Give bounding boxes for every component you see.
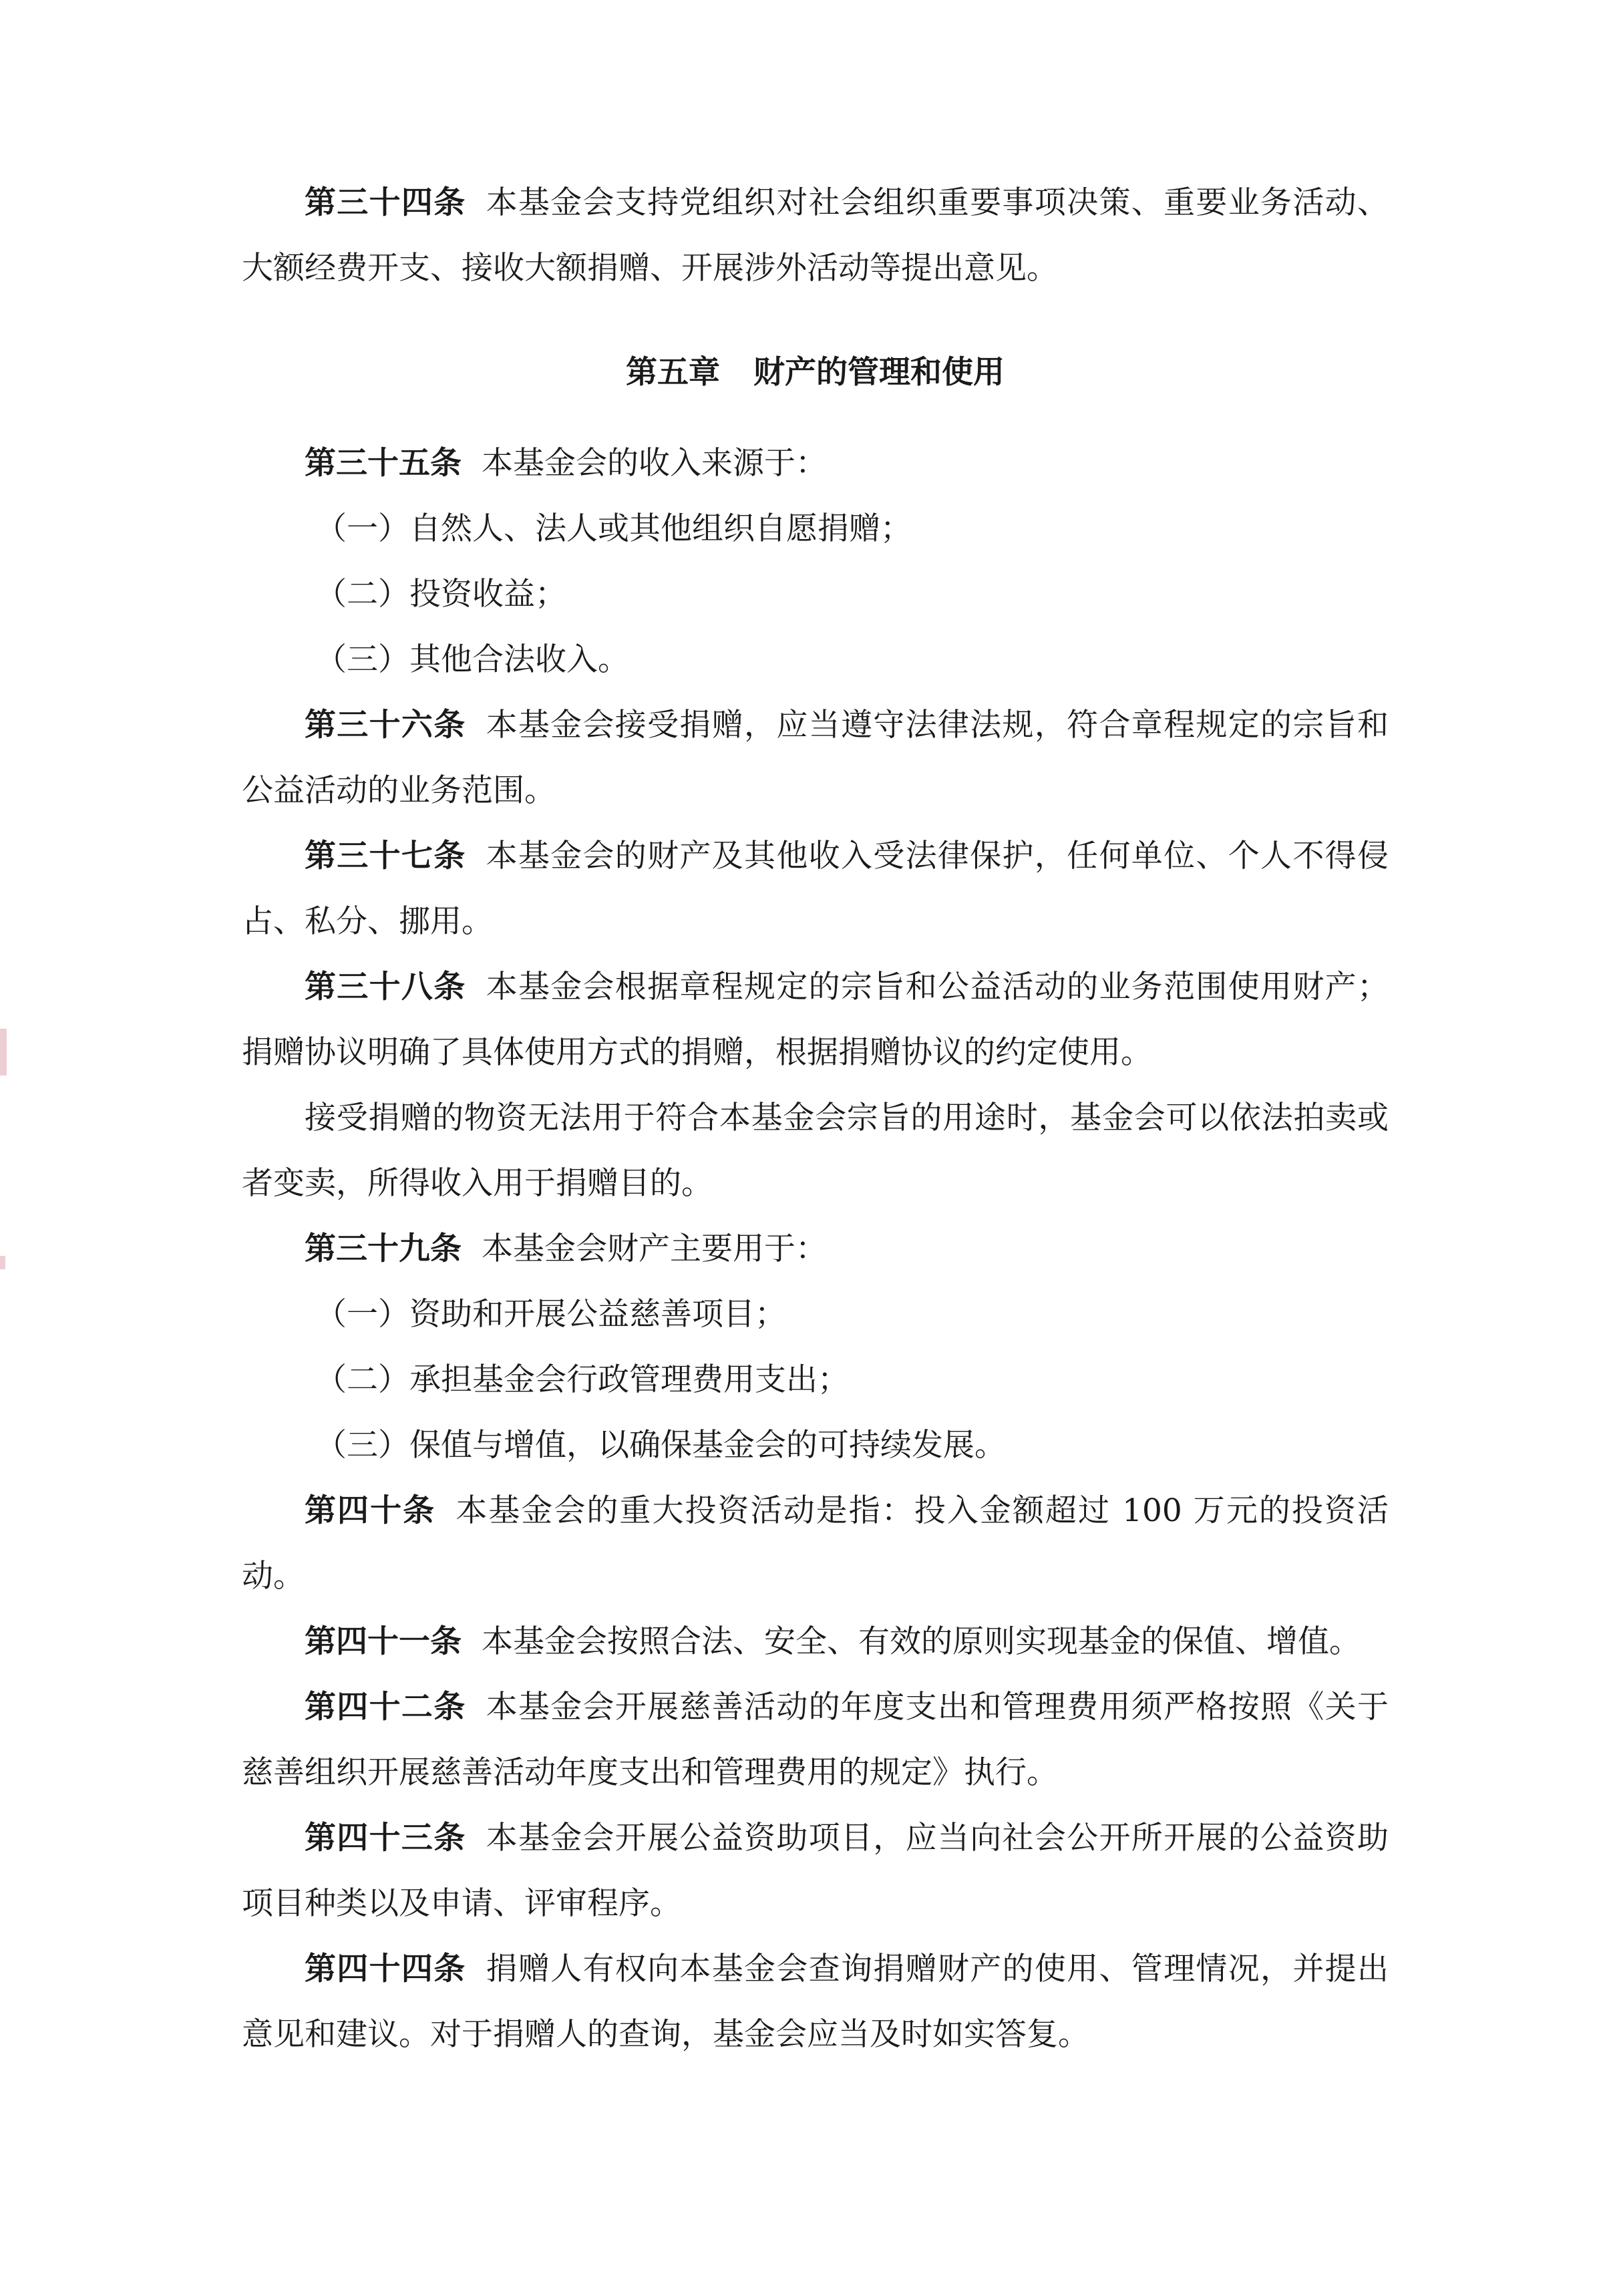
paragraph-text: 捐赠人有权向本基金会查询捐赠财产的使用、管理情况，并提出意见和建议。对于捐赠人的查询，基金会应当及时如实答复。 xyxy=(242,1951,1389,2053)
article-label: 第四十条 xyxy=(305,1492,436,1529)
list-item xyxy=(242,496,1389,562)
article-label: 第三十五条 xyxy=(305,445,462,482)
list-item xyxy=(242,562,1389,627)
article-label: 第三十七条 xyxy=(305,838,466,874)
article-label: 第三十八条 xyxy=(305,969,466,1005)
paragraph-text: （三）其他合法收入。 xyxy=(315,641,629,678)
article-label: 第四十三条 xyxy=(305,1820,466,1856)
article-label: 第四十二条 xyxy=(305,1689,466,1726)
scan-mark xyxy=(0,1029,7,1076)
list-item xyxy=(242,1413,1389,1478)
article-paragraph xyxy=(242,1609,1389,1675)
article-paragraph xyxy=(242,955,1389,1086)
paragraph-text: （一）自然人、法人或其他组织自愿捐赠； xyxy=(315,510,912,547)
paragraph xyxy=(242,1086,1389,1216)
paragraph-text: （一）资助和开展公益慈善项目； xyxy=(315,1296,786,1333)
chapter-title: 财产的管理和使用 xyxy=(753,354,1005,391)
paragraph-text: （三）保值与增值，以确保基金会的可持续发展。 xyxy=(315,1427,1006,1464)
list-item xyxy=(242,1282,1389,1347)
paragraph-text: 本基金会接受捐赠，应当遵守法律法规，符合章程规定的宗旨和公益活动的业务范围。 xyxy=(242,707,1389,809)
article-paragraph xyxy=(242,1216,1389,1282)
article-paragraph xyxy=(242,170,1389,301)
article-paragraph xyxy=(242,693,1389,824)
paragraph-text: 本基金会的收入来源于： xyxy=(482,445,827,482)
paragraph-text: 本基金会根据章程规定的宗旨和公益活动的业务范围使用财产；捐赠协议明确了具体使用方式的捐赠，根据捐赠协议的约定使用。 xyxy=(242,969,1389,1071)
article-label: 第三十四条 xyxy=(305,184,466,221)
scan-mark xyxy=(0,1256,5,1269)
article-paragraph xyxy=(242,824,1389,955)
article-paragraph xyxy=(242,1806,1389,1937)
document-body xyxy=(242,170,1389,2068)
article-paragraph xyxy=(242,431,1389,496)
article-paragraph xyxy=(242,1937,1389,2068)
paragraph-text: 本基金会财产主要用于： xyxy=(482,1231,827,1267)
paragraph-text: 本基金会的重大投资活动是指：投入金额超过 100 万元的投资活动。 xyxy=(242,1492,1389,1595)
paragraph-text: 本基金会按照合法、安全、有效的原则实现基金的保值、增值。 xyxy=(482,1623,1361,1660)
paragraph-text: 接受捐赠的物资无法用于符合本基金会宗旨的用途时，基金会可以依法拍卖或者变卖，所得收入用于捐赠目的。 xyxy=(242,1100,1389,1202)
paragraph-text: 本基金会开展慈善活动的年度支出和管理费用须严格按照《关于慈善组织开展慈善活动年度支出和管理费用的规定》执行。 xyxy=(242,1689,1389,1791)
paragraph-text: （二）投资收益； xyxy=(315,576,566,613)
chapter-number: 第五章 xyxy=(626,354,720,391)
article-label: 第四十四条 xyxy=(305,1951,466,1987)
article-label: 第三十六条 xyxy=(305,707,466,744)
paragraph-text: 本基金会的财产及其他收入受法律保护，任何单位、个人不得侵占、私分、挪用。 xyxy=(242,838,1389,940)
article-paragraph xyxy=(242,1675,1389,1806)
paragraph-text: 本基金会支持党组织对社会组织重要事项决策、重要业务活动、大额经费开支、接收大额捐赠、开展涉外活动等提出意见。 xyxy=(242,184,1389,287)
article-label: 第三十九条 xyxy=(305,1231,462,1267)
article-paragraph xyxy=(242,1478,1389,1609)
article-label: 第四十一条 xyxy=(305,1623,462,1660)
list-item xyxy=(242,627,1389,693)
list-item xyxy=(242,1347,1389,1413)
chapter-heading xyxy=(242,340,1389,405)
paragraph-text: 本基金会开展公益资助项目，应当向社会公开所开展的公益资助项目种类以及申请、评审程序。 xyxy=(242,1820,1389,1922)
paragraph-text: （二）承担基金会行政管理费用支出； xyxy=(315,1361,849,1398)
